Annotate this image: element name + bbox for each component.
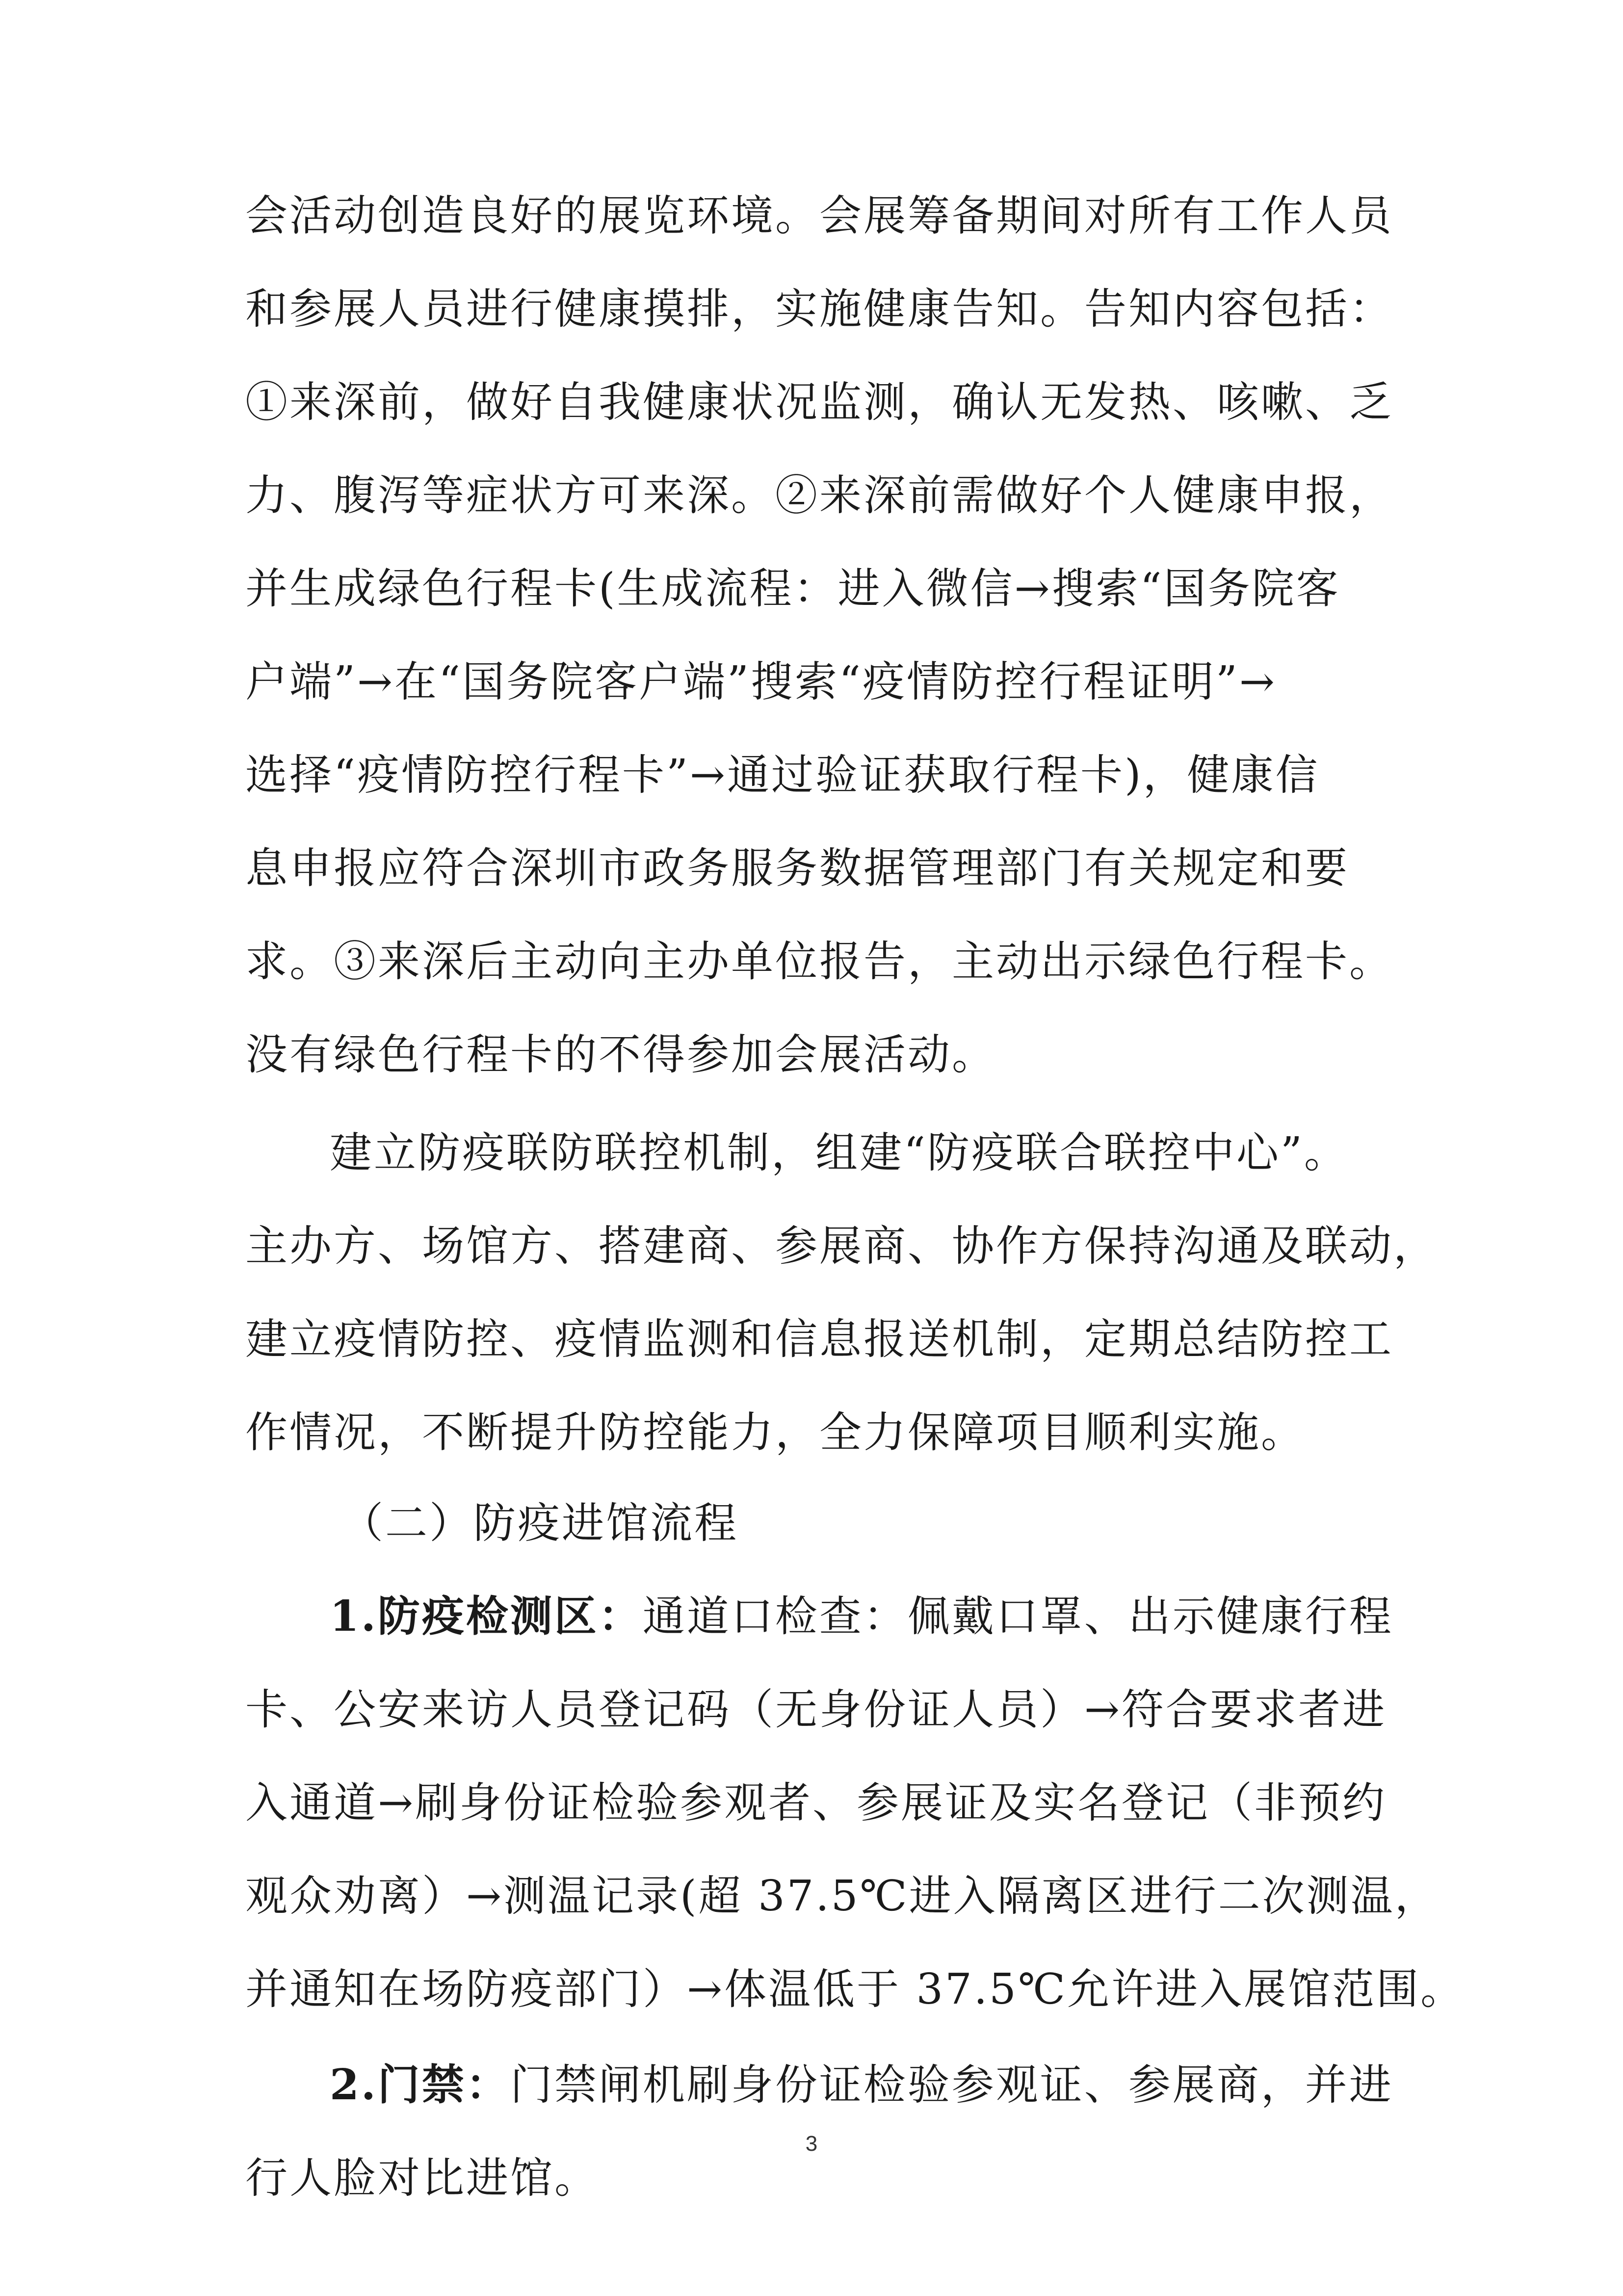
item-2-label: 2.门禁： <box>330 2060 510 2110</box>
item-1-line-3: 入通道→刷身份证检验参观者、参展证及实名登记（非预约 <box>245 1778 1387 1827</box>
paragraph-2-line-2: 主办方、场馆方、搭建商、参展商、协作方保持沟通及联动， <box>245 1222 1438 1271</box>
item-1-line-2: 卡、公安来访人员登记码（无身份证人员）→符合要求者进 <box>245 1685 1387 1734</box>
item-1-label: 1.防疫检测区： <box>330 1592 643 1641</box>
section-heading: （二）防疫进馆流程 <box>341 1499 738 1548</box>
paragraph-1-line-3: ①来深前，做好自我健康状况监测，确认无发热、咳嗽、乏 <box>245 378 1393 427</box>
paragraph-1-line-6: 户端”→在“国务院客户端”搜索“疫情防控行程证明”→ <box>245 657 1277 706</box>
paragraph-1-line-10: 没有绿色行程卡的不得参加会展活动。 <box>245 1030 996 1079</box>
item-1-line-5: 并通知在场防疫部门）→体温低于 37.5℃允许进入展馆范围。 <box>245 1965 1465 2014</box>
paragraph-1-line-8: 息申报应符合深圳市政务服务数据管理部门有关规定和要 <box>245 844 1349 893</box>
item-2-first-line-text: 门禁闸机刷身份证检验参观证、参展商，并进 <box>510 2061 1393 2110</box>
item-1-line-4: 观众劝离）→测温记录(超 37.5℃进入隔离区进行二次测温， <box>245 1872 1439 1921</box>
page-number: 3 <box>805 2132 818 2156</box>
paragraph-1-line-2: 和参展人员进行健康摸排，实施健康告知。告知内容包括： <box>245 285 1393 334</box>
paragraph-1-line-9: 求。③来深后主动向主办单位报告，主动出示绿色行程卡。 <box>245 937 1393 986</box>
paragraph-2-line-4: 作情况，不断提升防控能力，全力保障项目顺利实施。 <box>245 1408 1305 1457</box>
item-2-line-2: 行人脸对比进馆。 <box>245 2154 599 2203</box>
item-1-first-line-text: 通道口检查：佩戴口罩、出示健康行程 <box>642 1592 1393 1641</box>
paragraph-1-line-7: 选择“疫情防控行程卡”→通过验证获取行程卡)，健康信 <box>245 751 1320 800</box>
paragraph-1-line-1: 会活动创造良好的展览环境。会展筹备期间对所有工作人员 <box>245 191 1393 240</box>
paragraph-1-line-4: 力、腹泻等症状方可来深。②来深前需做好个人健康申报， <box>245 471 1393 520</box>
paragraph-2-line-3: 建立疫情防控、疫情监测和信息报送机制，定期总结防控工 <box>245 1315 1393 1364</box>
item-1-first-line <box>330 1592 1393 1641</box>
paragraph-1-line-5: 并生成绿色行程卡(生成流程：进入微信→搜索“国务院客 <box>245 564 1340 613</box>
paragraph-2-line-1: 建立防疫联防联控机制，组建“防疫联合联控中心”。 <box>330 1128 1348 1177</box>
item-2-first-line <box>330 2061 1393 2110</box>
